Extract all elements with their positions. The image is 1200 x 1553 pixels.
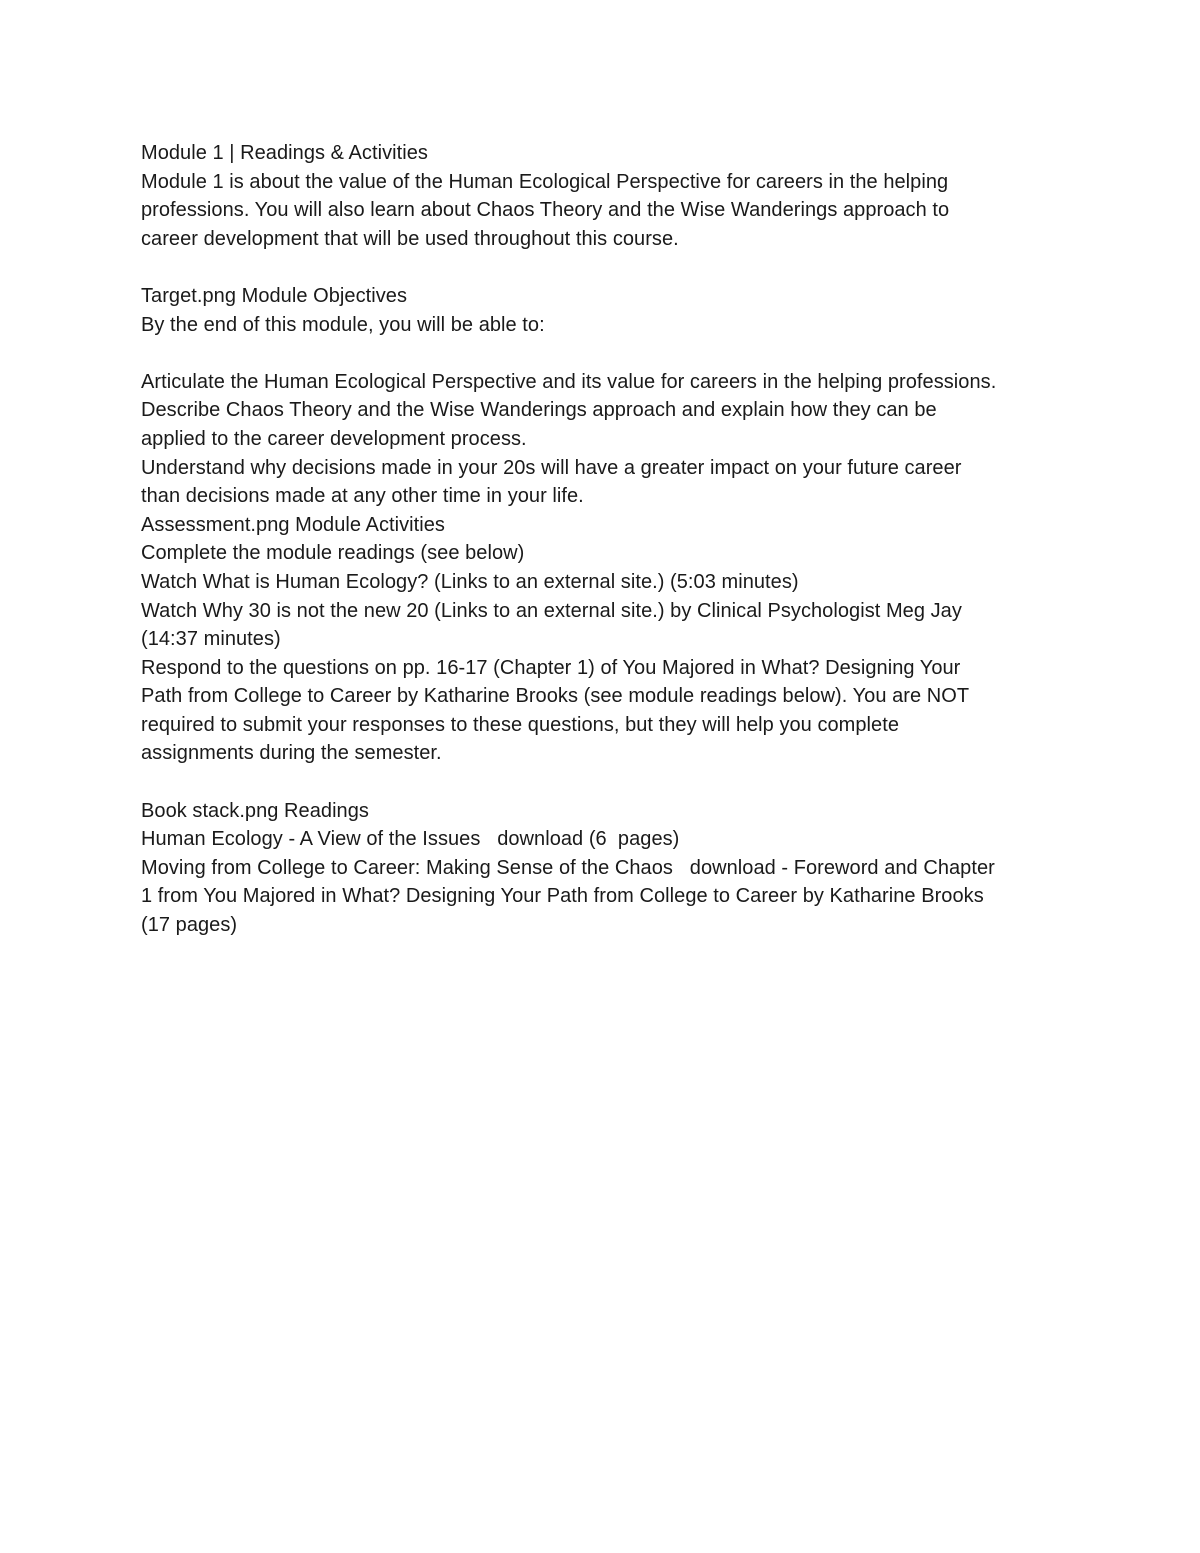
objective-line: Articulate the Human Ecological Perspective and its value for careers in the helping professions. (141, 370, 997, 393)
objective-line: applied to the career development process. (141, 427, 527, 450)
activity-line: Watch What is Human Ecology? (Links to an external site.) (5:03 minutes) (141, 570, 799, 593)
reading-line: 1 from You Majored in What? Designing Your Path from College to Career by Katharine Brooks (141, 885, 984, 908)
readings-heading: Book stack.png Readings (141, 799, 369, 822)
intro-line: professions. You will also learn about Chaos Theory and the Wise Wanderings approach to (141, 199, 950, 222)
activity-line: assignments during the semester. (141, 742, 442, 765)
activities-heading: Assessment.png Module Activities (141, 513, 445, 536)
blank-line (141, 253, 1081, 282)
objective-line: than decisions made at any other time in your life. (141, 485, 584, 508)
objective-line: Describe Chaos Theory and the Wise Wanderings approach and explain how they can be (141, 399, 937, 422)
reading-line: Moving from College to Career: Making Sense of the Chaos download - Foreword and Chapter (141, 856, 995, 879)
objectives-heading: Target.png Module Objectives (141, 284, 407, 307)
reading-line: Human Ecology - A View of the Issues download (6 pages) (141, 828, 680, 851)
objectives-lead: By the end of this module, you will be able to: (141, 313, 545, 336)
activity-line: Complete the module readings (see below) (141, 542, 525, 565)
blank-line (141, 339, 1081, 368)
activity-line: required to submit your responses to these questions, but they will help you complete (141, 713, 899, 736)
objective-line: Understand why decisions made in your 20s will have a greater impact on your future career (141, 456, 962, 479)
reading-line: (17 pages) (141, 914, 238, 937)
activity-line: Watch Why 30 is not the new 20 (Links to an external site.) by Clinical Psychologist Meg Jay (141, 599, 962, 622)
document-page (141, 139, 1081, 940)
intro-line: Module 1 is about the value of the Human Ecological Perspective for careers in the helping (141, 170, 949, 193)
intro-line: career development that will be used throughout this course. (141, 227, 679, 250)
activity-line: (14:37 minutes) (141, 628, 281, 651)
activity-line: Path from College to Career by Katharine Brooks (see module readings below). You are NOT (141, 685, 970, 708)
activity-line: Respond to the questions on pp. 16-17 (Chapter 1) of You Majored in What? Designing Your (141, 656, 961, 679)
blank-line (141, 768, 1081, 797)
module-title: Module 1 | Readings & Activities (141, 142, 428, 164)
